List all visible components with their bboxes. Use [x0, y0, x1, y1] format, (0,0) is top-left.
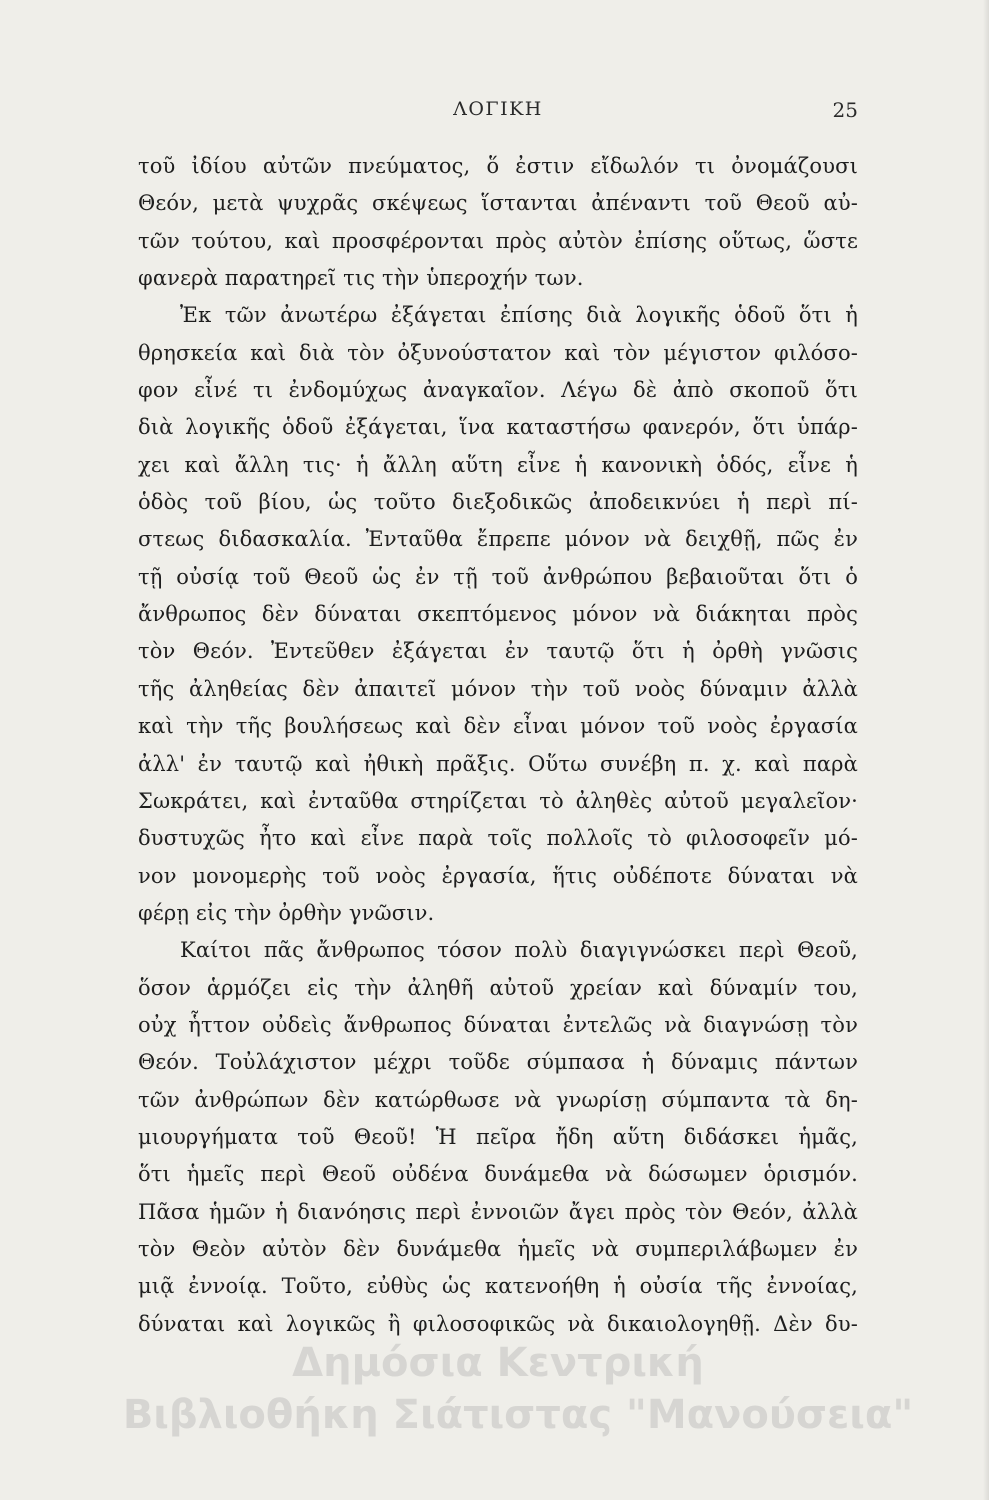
text-line: Καίτοι πᾶς ἄνθρωπος τόσον πολὺ διαγιγνώσκει περὶ Θεοῦ,	[180, 938, 858, 963]
text-line: μιουργήματα τοῦ Θεοῦ! Ἡ πεῖρα ἤδη αὕτη διδάσκει ἡμᾶς,	[138, 1124, 858, 1149]
text-line: διὰ λογικῆς ὁδοῦ ἐξάγεται, ἵνα καταστήσω φανερόν, ὅτι ὑπάρ-	[138, 415, 858, 440]
text-line: Σωκράτει, καὶ ἐνταῦθα στηρίζεται τὸ ἀληθὲς αὐτοῦ μεγαλεῖον·	[138, 788, 858, 813]
text-line: φον εἶνέ τι ἐνδομύχως ἀναγκαῖον. Λέγω δὲ ἀπὸ σκοποῦ ὅτι	[138, 378, 858, 403]
text-line: τῶν ἀνθρώπων δὲν κατώρθωσε νὰ γνωρίσῃ σύμπαντα τὰ δη-	[138, 1087, 858, 1112]
text-line: φανερὰ παρατηρεῖ τις τὴν ὑπεροχήν των.	[138, 266, 584, 291]
text-line: χει καὶ ἄλλη τις· ἡ ἄλλη αὕτη εἶνε ἡ κανονικὴ ὁδός, εἶνε ἡ	[138, 452, 858, 477]
text-line: Θεόν. Τοὐλάχιστον μέχρι τοῦδε σύμπασα ἡ δύναμις πάντων	[138, 1050, 858, 1075]
text-line: ὅσον ἁρμόζει εἰς τὴν ἀληθῆ αὐτοῦ χρείαν καὶ δύναμίν του,	[138, 975, 858, 1000]
text-line: φέρῃ εἰς τὴν ὀρθὴν γνῶσιν.	[138, 900, 435, 925]
text-line: Πᾶσα ἡμῶν ἡ διανόησις περὶ ἐννοιῶν ἄγει πρὸς τὸν Θεόν, ἀλλὰ	[138, 1199, 858, 1224]
text-line: Ἐκ τῶν ἀνωτέρω ἐξάγεται ἐπίσης διὰ λογικῆς ὁδοῦ ὅτι ἡ	[180, 303, 858, 328]
page-body	[138, 148, 858, 1343]
text-line: δυστυχῶς ἦτο καὶ εἶνε παρὰ τοῖς πολλοῖς τὸ φιλοσοφεῖν μό-	[138, 826, 858, 851]
text-line: δύναται καὶ λογικῶς ἢ φιλοσοφικῶς νὰ δικαιολογηθῇ. Δὲν δυ-	[138, 1311, 858, 1336]
text-line: τὸν Θεόν. Ἐντεῦθεν ἐξάγεται ἐν ταυτῷ ὅτι ἡ ὀρθὴ γνῶσις	[138, 639, 858, 664]
text-line: ὁδὸς τοῦ βίου, ὡς τοῦτο διεξοδικῶς ἀποδεικνύει ἡ περὶ πί-	[138, 490, 858, 515]
running-head: ΛΟΓΙΚΗ	[453, 98, 543, 120]
page-edge-shadow	[983, 0, 989, 1500]
text-line: ὅτι ἡμεῖς περὶ Θεοῦ οὐδένα δυνάμεθα νὰ δώσωμεν ὁρισμόν.	[138, 1162, 858, 1187]
text-line: στεως διδασκαλία. Ἐνταῦθα ἔπρεπε μόνον νὰ δειχθῇ, πῶς ἐν	[138, 527, 858, 552]
text-line: ἀλλ' ἐν ταυτῷ καὶ ἠθικὴ πρᾶξις. Οὕτω συνέβη π. χ. καὶ παρὰ	[138, 751, 858, 776]
page-header	[138, 98, 858, 128]
library-watermark-line2: Βιβλιοθήκη Σιάτιστας "Μανούσεια"	[122, 1392, 914, 1438]
text-line: θρησκεία καὶ διὰ τὸν ὀξυνούστατον καὶ τὸν μέγιστον φιλόσο-	[138, 340, 858, 365]
page-number: 25	[832, 98, 858, 122]
text-line: τῆς ἀληθείας δὲν ἀπαιτεῖ μόνον τὴν τοῦ νοὸς δύναμιν ἀλλὰ	[138, 676, 858, 701]
text-line: τοῦ ἰδίου αὐτῶν πνεύματος, ὅ ἐστιν εἴδωλόν τι ὀνομάζουσι	[138, 154, 858, 178]
text-line: τῶν τούτου, καὶ προσφέρονται πρὸς αὐτὸν ἐπίσης οὕτως, ὥστε	[138, 228, 858, 253]
text-line: τὸν Θεὸν αὐτὸν δὲν δυνάμεθα ἡμεῖς νὰ συμπεριλάβωμεν ἐν	[138, 1236, 858, 1261]
library-watermark-line1: Δημόσια Κεντρική	[292, 1340, 704, 1386]
text-line: οὐχ ἧττον οὐδεὶς ἄνθρωπος δύναται ἐντελῶς νὰ διαγνώσῃ τὸν	[138, 1012, 858, 1037]
text-line: καὶ τὴν τῆς βουλήσεως καὶ δὲν εἶναι μόνον τοῦ νοὸς ἐργασία	[138, 714, 858, 739]
text-line: νον μονομερὴς τοῦ νοὸς ἐργασία, ἥτις οὐδέποτε δύναται νὰ	[138, 863, 858, 888]
text-line: Θεόν, μετὰ ψυχρᾶς σκέψεως ἵστανται ἀπέναντι τοῦ Θεοῦ αὐ-	[138, 191, 858, 216]
text-line: μιᾷ ἐννοίᾳ. Τοῦτο, εὐθὺς ὡς κατενοήθη ἡ οὐσία τῆς ἐννοίας,	[138, 1274, 858, 1299]
text-line: τῇ οὐσίᾳ τοῦ Θεοῦ ὡς ἐν τῇ τοῦ ἀνθρώπου βεβαιοῦται ὅτι ὁ	[138, 564, 858, 589]
text-line: ἄνθρωπος δὲν δύναται σκεπτόμενος μόνον νὰ διάκηται πρὸς	[138, 602, 858, 627]
